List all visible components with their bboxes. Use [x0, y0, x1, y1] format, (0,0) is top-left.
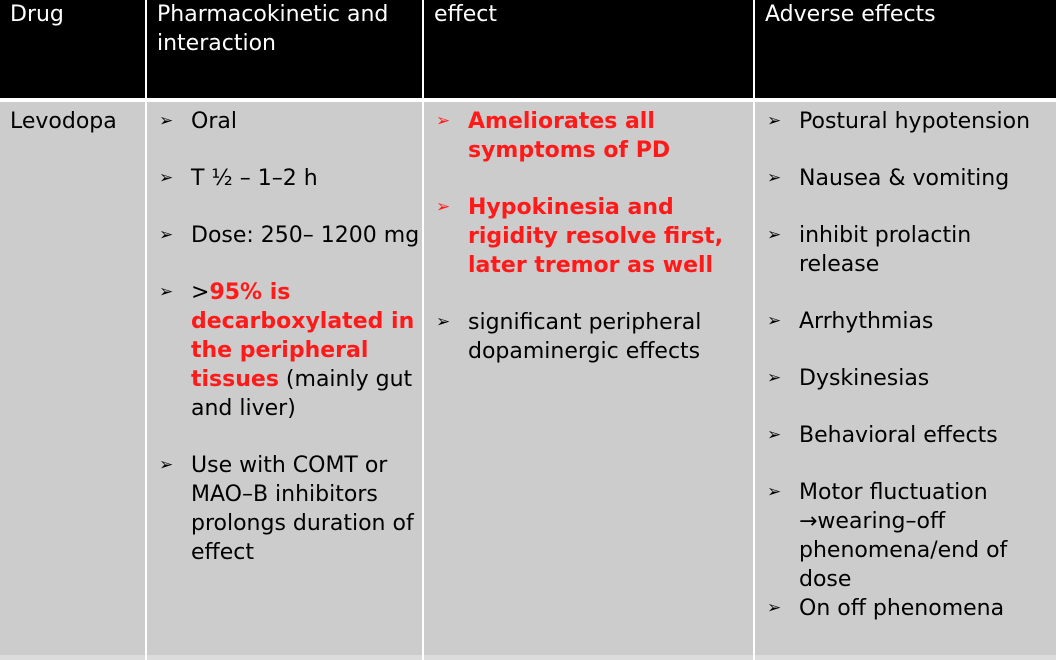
- arrow-bullet-icon: ➢: [159, 168, 174, 188]
- list-item: ➢ Oral: [159, 109, 237, 134]
- effect-list: [436, 107, 736, 366]
- next-row-edge: [0, 655, 1056, 660]
- list-item: ➢ significant peripheral dopaminergic effects: [436, 310, 702, 364]
- arrow-bullet-icon: ➢: [159, 111, 174, 131]
- arrow-bullet-icon: ➢: [767, 598, 782, 618]
- list-item: ➢ Dyskinesias: [767, 366, 930, 391]
- list-item: ➢ Motor fluctuation →wearing–off phenomena/end of dose: [767, 480, 1008, 592]
- cell-effect: [436, 102, 736, 366]
- pharmacokinetic-list: [159, 107, 421, 567]
- list-item: ➢ On off phenomena: [767, 596, 1005, 621]
- list-item: ➢ T ½ – 1–2 h: [159, 166, 318, 191]
- column-divider: [145, 0, 147, 660]
- arrow-bullet-icon: ➢: [767, 425, 782, 445]
- table-header-row: [0, 0, 1056, 98]
- header-pharmacokinetic: Pharmacokinetic and interaction: [157, 2, 389, 56]
- list-item: ➢ Arrhythmias: [767, 309, 934, 334]
- drug-name: Levodopa: [10, 109, 117, 134]
- header-effect: effect: [434, 2, 497, 27]
- list-item: ➢ Nausea & vomiting: [767, 166, 1010, 191]
- arrow-bullet-icon: ➢: [436, 197, 451, 217]
- list-item: ➢ Use with COMT or MAO–B inhibitors prolongs duration of effect: [159, 453, 414, 565]
- arrow-bullet-icon: ➢: [436, 111, 451, 131]
- arrow-bullet-icon: ➢: [767, 168, 782, 188]
- list-item: ➢ Ameliorates all symptoms of PD: [436, 109, 671, 163]
- list-item: ➢ inhibit prolactin release: [767, 223, 972, 277]
- arrow-bullet-icon: ➢: [159, 455, 174, 475]
- header-adverse-effects: Adverse effects: [765, 2, 936, 27]
- arrow-bullet-icon: ➢: [767, 482, 782, 502]
- arrow-bullet-icon: ➢: [159, 225, 174, 245]
- list-item: ➢ Dose: 250– 1200 mg: [159, 223, 420, 248]
- arrow-bullet-icon: ➢: [767, 311, 782, 331]
- highlight-text: 95% is decarboxylated in the peripheral tissues: [191, 280, 415, 392]
- column-divider: [753, 0, 755, 660]
- cell-pharmacokinetic: [159, 102, 421, 567]
- header-drug: Drug: [10, 2, 64, 27]
- arrow-bullet-icon: ➢: [767, 225, 782, 245]
- list-item: ➢ Postural hypotension: [767, 109, 1031, 134]
- arrow-bullet-icon: ➢: [436, 312, 451, 332]
- arrow-bullet-icon: ➢: [767, 111, 782, 131]
- cell-drug: [0, 102, 145, 136]
- arrow-bullet-icon: ➢: [159, 282, 174, 302]
- list-item: ➢ Behavioral effects: [767, 423, 998, 448]
- list-item: ➢ >95% is decarboxylated in the peripheral tissues (mainly gut and liver): [159, 280, 415, 421]
- list-item: ➢ Hypokinesia and rigidity resolve first, later tremor as well: [436, 195, 724, 278]
- cell-adverse-effects: [767, 102, 1056, 623]
- adverse-effects-list: [767, 107, 1056, 623]
- column-divider: [422, 0, 424, 660]
- arrow-bullet-icon: ➢: [767, 368, 782, 388]
